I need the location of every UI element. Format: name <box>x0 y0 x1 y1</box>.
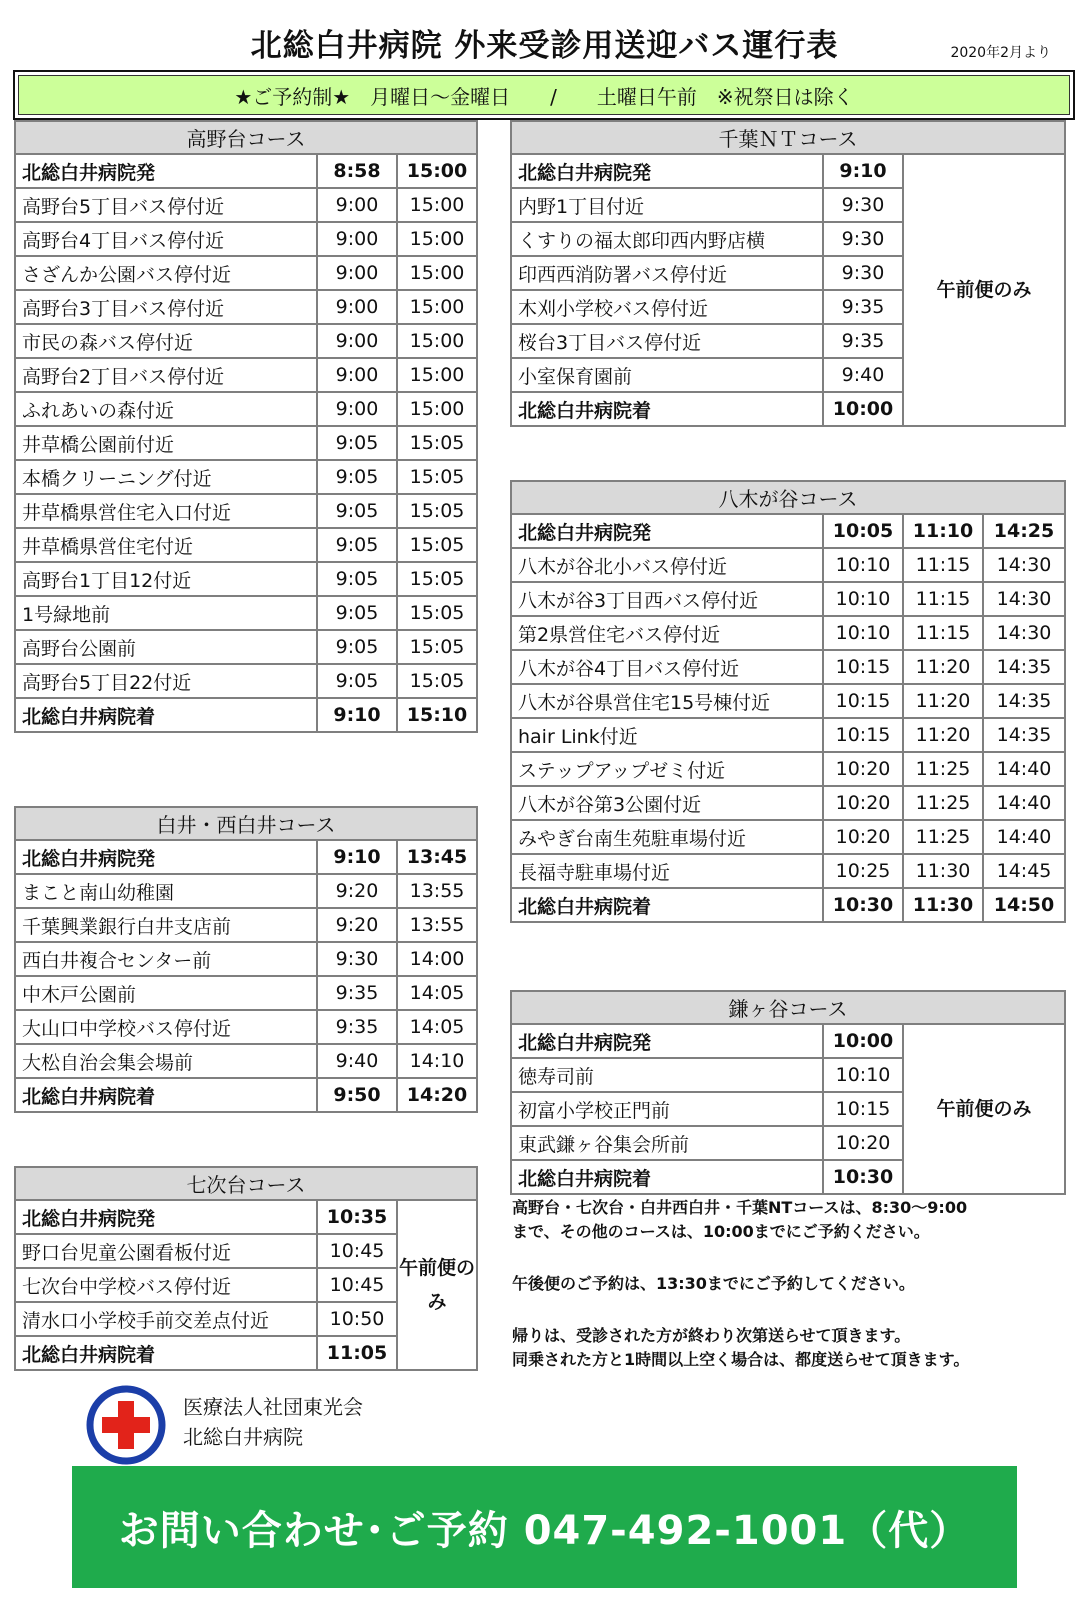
stop-name: 七次台中学校バス停付近 <box>15 1268 317 1302</box>
note-return <box>512 1324 1072 1372</box>
course-title: 白井・西白井コース <box>15 807 477 840</box>
departure-time: 14:40 <box>983 786 1065 820</box>
stop-name: 高野台公園前 <box>15 630 317 664</box>
departure-time: 10:30 <box>823 1160 903 1194</box>
stop-name: 大山口中学校バス停付近 <box>15 1010 317 1044</box>
stop-name: 八木が谷北小バス停付近 <box>511 548 823 582</box>
table-row <box>15 1044 477 1078</box>
table-row <box>511 888 1065 922</box>
course-table-yagigaya <box>510 480 1066 923</box>
departure-time: 14:35 <box>983 718 1065 752</box>
stop-name: 初富小学校正門前 <box>511 1092 823 1126</box>
stop-name: 清水口小学校手前交差点付近 <box>15 1302 317 1336</box>
departure-time: 9:05 <box>317 528 397 562</box>
stop-name: 内野1丁目付近 <box>511 188 823 222</box>
departure-time: 9:20 <box>317 908 397 942</box>
hospital-logo <box>86 1385 166 1465</box>
table-row <box>15 426 477 460</box>
departure-time: 14:40 <box>983 820 1065 854</box>
departure-time: 10:30 <box>823 888 903 922</box>
stop-name: 東武鎌ヶ谷集会所前 <box>511 1126 823 1160</box>
table-row <box>15 392 477 426</box>
course-title: 八木が谷コース <box>511 481 1065 514</box>
departure-time: 10:15 <box>823 718 903 752</box>
reservation-notice <box>13 70 1075 120</box>
departure-time: 10:10 <box>823 548 903 582</box>
departure-time: 15:00 <box>397 324 477 358</box>
table-row <box>511 616 1065 650</box>
departure-time: 14:35 <box>983 650 1065 684</box>
departure-time: 10:35 <box>317 1200 397 1234</box>
departure-time: 10:00 <box>823 392 903 426</box>
table-row <box>15 222 477 256</box>
departure-time: 11:25 <box>903 786 983 820</box>
stop-name: 高野台5丁目バス停付近 <box>15 188 317 222</box>
departure-time: 9:10 <box>317 698 397 732</box>
departure-time: 10:20 <box>823 752 903 786</box>
course-table-shiroi <box>14 806 478 1113</box>
departure-time: 9:05 <box>317 460 397 494</box>
departure-time: 13:55 <box>397 874 477 908</box>
departure-time: 11:30 <box>903 888 983 922</box>
table-row <box>511 582 1065 616</box>
table-row <box>511 154 1065 188</box>
am-only-note: 午前便のみ <box>903 154 1065 426</box>
departure-time: 11:15 <box>903 582 983 616</box>
departure-time: 14:35 <box>983 684 1065 718</box>
departure-time: 14:10 <box>397 1044 477 1078</box>
stop-name: みやぎ台南生苑駐車場付近 <box>511 820 823 854</box>
departure-time: 15:00 <box>397 290 477 324</box>
stop-name: 北総白井病院着 <box>15 698 317 732</box>
table-row <box>15 256 477 290</box>
departure-time: 10:20 <box>823 1126 903 1160</box>
departure-time: 11:05 <box>317 1336 397 1370</box>
departure-time: 9:35 <box>317 1010 397 1044</box>
departure-time: 9:05 <box>317 426 397 460</box>
table-row <box>15 1078 477 1112</box>
departure-time: 9:40 <box>823 358 903 392</box>
departure-time: 14:00 <box>397 942 477 976</box>
departure-time: 9:00 <box>317 188 397 222</box>
org-hospital: 北総白井病院 <box>183 1425 303 1449</box>
stop-name: 高野台4丁目バス停付近 <box>15 222 317 256</box>
stop-name: 野口台児童公園看板付近 <box>15 1234 317 1268</box>
departure-time: 10:15 <box>823 684 903 718</box>
table-row <box>15 908 477 942</box>
table-row <box>15 630 477 664</box>
departure-time: 14:30 <box>983 616 1065 650</box>
table-row <box>15 942 477 976</box>
departure-time: 9:30 <box>823 188 903 222</box>
note-line: 帰りは、受診された方が終わり次第送らせて頂きます。 <box>512 1326 911 1345</box>
table-row <box>15 460 477 494</box>
departure-time: 10:20 <box>823 820 903 854</box>
stop-name: 第2県営住宅バス停付近 <box>511 616 823 650</box>
departure-time: 9:35 <box>317 976 397 1010</box>
table-row <box>15 494 477 528</box>
effective-date: 2020年2月より <box>950 45 1051 61</box>
stop-name: 北総白井病院発 <box>511 1024 823 1058</box>
stop-name: 千葉興業銀行白井支店前 <box>15 908 317 942</box>
departure-time: 14:30 <box>983 582 1065 616</box>
table-row <box>15 358 477 392</box>
departure-time: 9:05 <box>317 630 397 664</box>
stop-name: 北総白井病院発 <box>15 154 317 188</box>
page-title <box>0 20 1089 65</box>
departure-time: 10:25 <box>823 854 903 888</box>
departure-time: 9:00 <box>317 358 397 392</box>
departure-time: 11:20 <box>903 650 983 684</box>
table-row <box>15 528 477 562</box>
stop-name: 高野台5丁目22付近 <box>15 664 317 698</box>
stop-name: 北総白井病院発 <box>15 840 317 874</box>
title-text: 北総白井病院 外来受診用送迎バス運行表 <box>250 28 839 64</box>
departure-time: 9:30 <box>317 942 397 976</box>
table-row <box>15 290 477 324</box>
departure-time: 14:45 <box>983 854 1065 888</box>
stop-name: 本橋クリーニング付近 <box>15 460 317 494</box>
stop-name: 北総白井病院着 <box>15 1078 317 1112</box>
stop-name: くすりの福太郎印西内野店横 <box>511 222 823 256</box>
course-table-nanatsugidai <box>14 1166 478 1371</box>
table-row <box>511 548 1065 582</box>
stop-name: 高野台1丁目12付近 <box>15 562 317 596</box>
departure-time: 9:40 <box>317 1044 397 1078</box>
note-afternoon <box>512 1272 1072 1296</box>
red-cross-icon <box>86 1385 166 1465</box>
departure-time: 14:30 <box>983 548 1065 582</box>
stop-name: 北総白井病院着 <box>511 392 823 426</box>
stop-name: 井草橋県営住宅入口付近 <box>15 494 317 528</box>
departure-time: 15:05 <box>397 528 477 562</box>
departure-time: 15:00 <box>397 188 477 222</box>
table-row <box>15 976 477 1010</box>
departure-time: 10:15 <box>823 650 903 684</box>
departure-time: 9:00 <box>317 392 397 426</box>
departure-time: 9:30 <box>823 256 903 290</box>
departure-time: 10:45 <box>317 1234 397 1268</box>
departure-time: 9:10 <box>317 840 397 874</box>
departure-time: 14:40 <box>983 752 1065 786</box>
org-corporation: 医療法人社団東光会 <box>183 1395 363 1419</box>
reservation-notice-text: ★ご予約制★ 月曜日～金曜日 / 土曜日午前 ※祝祭日は除く <box>18 75 1070 115</box>
table-row <box>15 874 477 908</box>
table-row <box>511 752 1065 786</box>
table-row <box>511 718 1065 752</box>
stop-name: 井草橋県営住宅付近 <box>15 528 317 562</box>
departure-time: 10:05 <box>823 514 903 548</box>
departure-time: 15:05 <box>397 630 477 664</box>
table-row <box>15 154 477 188</box>
departure-time: 14:20 <box>397 1078 477 1112</box>
stop-name: 長福寺駐車場付近 <box>511 854 823 888</box>
departure-time: 11:10 <box>903 514 983 548</box>
stop-name: hair Link付近 <box>511 718 823 752</box>
departure-time: 11:25 <box>903 752 983 786</box>
departure-time: 15:05 <box>397 494 477 528</box>
departure-time: 9:05 <box>317 562 397 596</box>
departure-time: 15:00 <box>397 154 477 188</box>
note-line: 同乗された方と1時間以上空く場合は、都度送らせて頂きます。 <box>512 1350 970 1369</box>
stop-name: 北総白井病院着 <box>15 1336 317 1370</box>
stop-name: 八木が谷第3公園付近 <box>511 786 823 820</box>
table-row <box>511 854 1065 888</box>
departure-time: 11:20 <box>903 718 983 752</box>
departure-time: 14:25 <box>983 514 1065 548</box>
stop-name: 徳寿司前 <box>511 1058 823 1092</box>
stop-name: 印西西消防署バス停付近 <box>511 256 823 290</box>
stop-name: 高野台3丁目バス停付近 <box>15 290 317 324</box>
departure-time: 14:50 <box>983 888 1065 922</box>
organization-name <box>183 1392 363 1452</box>
table-row <box>15 562 477 596</box>
note-line: 午後便のご予約は、13:30までにご予約してください。 <box>512 1274 915 1293</box>
departure-time: 9:10 <box>823 154 903 188</box>
course-title: 鎌ヶ谷コース <box>511 991 1065 1024</box>
reservation-notes <box>512 1196 1072 1400</box>
departure-time: 15:05 <box>397 460 477 494</box>
stop-name: 木刈小学校バス停付近 <box>511 290 823 324</box>
table-row <box>15 1200 477 1234</box>
stop-name: 桜台3丁目バス停付近 <box>511 324 823 358</box>
stop-name: ふれあいの森付近 <box>15 392 317 426</box>
departure-time: 9:35 <box>823 290 903 324</box>
departure-time: 9:00 <box>317 290 397 324</box>
contact-banner <box>72 1466 1017 1588</box>
departure-time: 15:00 <box>397 222 477 256</box>
departure-time: 9:35 <box>823 324 903 358</box>
departure-time: 11:30 <box>903 854 983 888</box>
table-row <box>15 324 477 358</box>
note-line: まで、その他のコースは、10:00までにご予約ください。 <box>512 1222 930 1241</box>
departure-time: 13:45 <box>397 840 477 874</box>
course-table-takanodai <box>14 120 478 733</box>
departure-time: 10:10 <box>823 1058 903 1092</box>
departure-time: 15:05 <box>397 664 477 698</box>
table-row <box>511 514 1065 548</box>
table-row <box>15 664 477 698</box>
stop-name: 中木戸公園前 <box>15 976 317 1010</box>
stop-name: 西白井複合センター前 <box>15 942 317 976</box>
departure-time: 10:50 <box>317 1302 397 1336</box>
course-title: 七次台コース <box>15 1167 477 1200</box>
stop-name: 北総白井病院着 <box>511 888 823 922</box>
departure-time: 9:00 <box>317 256 397 290</box>
departure-time: 10:45 <box>317 1268 397 1302</box>
table-row <box>511 684 1065 718</box>
stop-name: 北総白井病院発 <box>511 514 823 548</box>
stop-name: 北総白井病院発 <box>511 154 823 188</box>
table-row <box>511 650 1065 684</box>
departure-time: 15:00 <box>397 256 477 290</box>
departure-time: 14:05 <box>397 1010 477 1044</box>
departure-time: 13:55 <box>397 908 477 942</box>
am-only-note: 午前便のみ <box>903 1024 1065 1194</box>
departure-time: 15:00 <box>397 358 477 392</box>
departure-time: 11:15 <box>903 548 983 582</box>
course-title: 高野台コース <box>15 121 477 154</box>
table-row <box>15 840 477 874</box>
stop-name: さざんか公園バス停付近 <box>15 256 317 290</box>
departure-time: 15:05 <box>397 596 477 630</box>
stop-name: 高野台2丁目バス停付近 <box>15 358 317 392</box>
contact-phone[interactable]: お問い合わせ･ご予約 047-492-1001（代） <box>118 1507 971 1554</box>
departure-time: 9:00 <box>317 222 397 256</box>
stop-name: まこと南山幼稚園 <box>15 874 317 908</box>
course-title: 千葉ＮＴコース <box>511 121 1065 154</box>
stop-name: 八木が谷4丁目バス停付近 <box>511 650 823 684</box>
departure-time: 9:20 <box>317 874 397 908</box>
stop-name: 小室保育園前 <box>511 358 823 392</box>
departure-time: 10:10 <box>823 582 903 616</box>
table-row <box>15 698 477 732</box>
stop-name: 井草橋公園前付近 <box>15 426 317 460</box>
table-row <box>511 820 1065 854</box>
departure-time: 8:58 <box>317 154 397 188</box>
departure-time: 9:05 <box>317 596 397 630</box>
departure-time: 9:05 <box>317 494 397 528</box>
stop-name: 北総白井病院発 <box>15 1200 317 1234</box>
departure-time: 15:10 <box>397 698 477 732</box>
departure-time: 10:20 <box>823 786 903 820</box>
departure-time: 11:20 <box>903 684 983 718</box>
course-table-kamagaya <box>510 990 1066 1195</box>
departure-time: 15:05 <box>397 562 477 596</box>
stop-name: 市民の森バス停付近 <box>15 324 317 358</box>
stop-name: 八木が谷3丁目西バス停付近 <box>511 582 823 616</box>
table-row <box>15 596 477 630</box>
table-row <box>15 188 477 222</box>
note-deadline <box>512 1196 1072 1244</box>
stop-name: 大松自治会集会場前 <box>15 1044 317 1078</box>
am-only-note: 午前便のみ <box>397 1200 477 1370</box>
departure-time: 10:15 <box>823 1092 903 1126</box>
stop-name: 北総白井病院着 <box>511 1160 823 1194</box>
departure-time: 11:15 <box>903 616 983 650</box>
course-table-chibant <box>510 120 1066 427</box>
departure-time: 14:05 <box>397 976 477 1010</box>
departure-time: 10:10 <box>823 616 903 650</box>
table-row <box>511 786 1065 820</box>
stop-name: ステップアップゼミ付近 <box>511 752 823 786</box>
departure-time: 10:00 <box>823 1024 903 1058</box>
departure-time: 9:30 <box>823 222 903 256</box>
departure-time: 9:50 <box>317 1078 397 1112</box>
stop-name: 1号緑地前 <box>15 596 317 630</box>
note-line: 高野台・七次台・白井西白井・千葉NTコースは、8:30～9:00 <box>512 1198 968 1217</box>
departure-time: 11:25 <box>903 820 983 854</box>
departure-time: 15:05 <box>397 426 477 460</box>
stop-name: 八木が谷県営住宅15号棟付近 <box>511 684 823 718</box>
table-row <box>15 1010 477 1044</box>
departure-time: 15:00 <box>397 392 477 426</box>
table-row <box>511 1024 1065 1058</box>
departure-time: 9:05 <box>317 664 397 698</box>
departure-time: 9:00 <box>317 324 397 358</box>
